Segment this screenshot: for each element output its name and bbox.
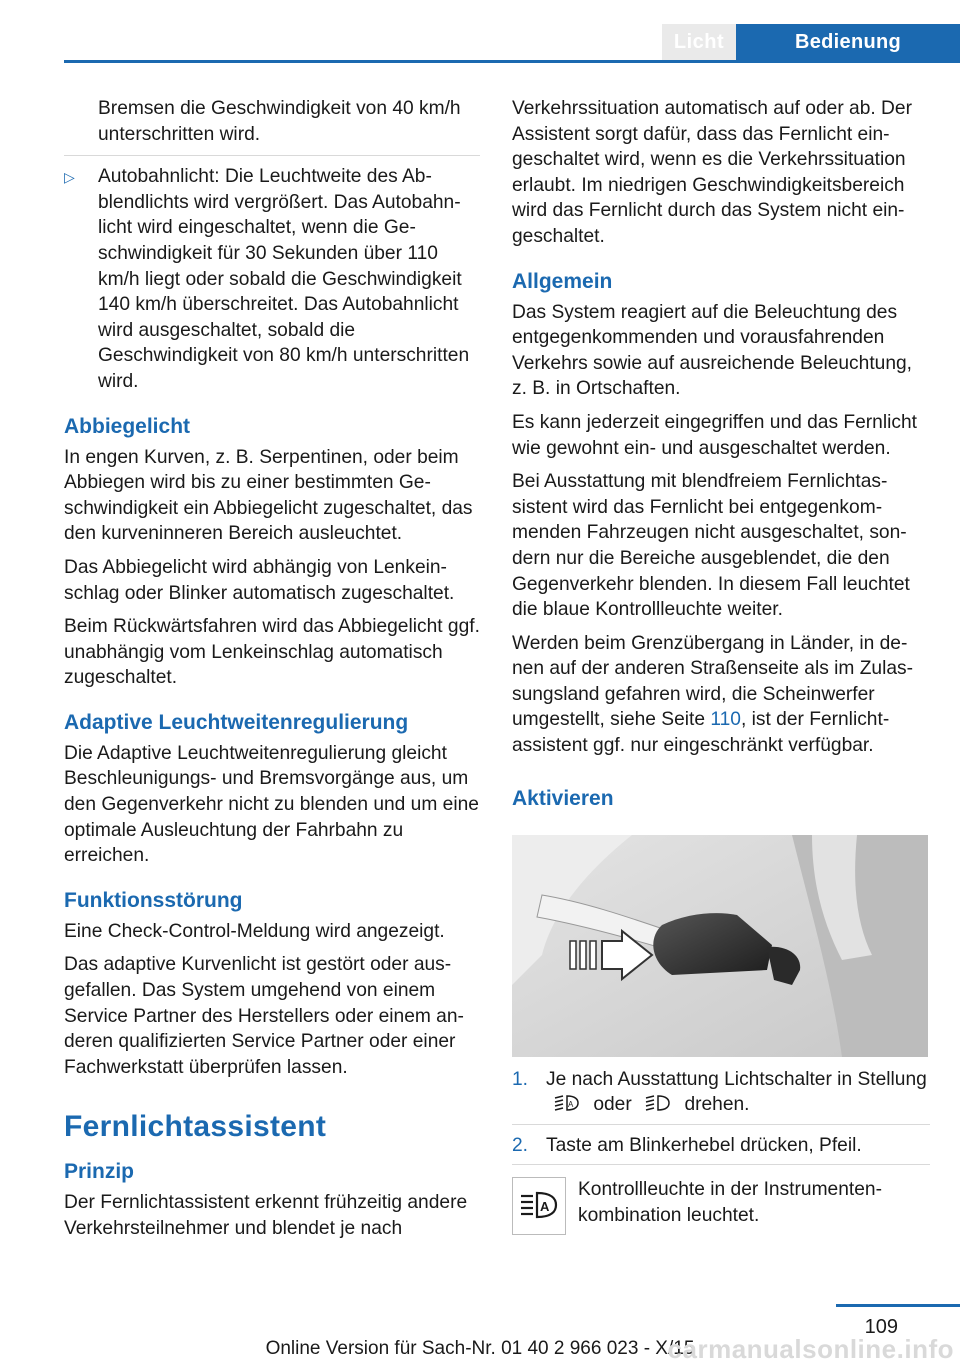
heading-principle: Prinzip (64, 1160, 135, 1184)
turn-signal-lever-illustration (512, 835, 928, 1057)
step-1-text-end: drehen. (684, 1094, 750, 1116)
adaptive-paragraph: Die Adaptive Leuchtweitenregulierung gleicht Beschleunigungs- und Bremsvorgänge aus, um den Gegenverkehr nicht zu blenden und um eine optimale Ausleuchtung der Fahrbahn zu erreichen. (64, 742, 479, 867)
lever-drawing (512, 835, 928, 1057)
general-paragraph-4-start: Werden beim Grenzübergang in Länder, in denen auf der anderen Straßenseite als im Zulassungsland gefahren wird, die Scheinwerfer umgestellt, siehe Seite (512, 632, 914, 731)
malfunction-paragraph-2: Das adaptive Kurvenlicht ist gestört oder ausgefallen. Das System umgehend von einem Service Partner des Herstellers oder einem anderen qualifizierten Service Partner oder einer Fachwerkstatt überprüfen lassen. (64, 954, 464, 1078)
general-paragraph-4 (512, 631, 930, 759)
step-2-text: Taste am Blinkerhebel drücken, Pfeil. (546, 1134, 862, 1156)
tab-light[interactable]: Licht (662, 24, 736, 60)
step-2 (512, 1133, 930, 1166)
indicator-note (512, 1177, 930, 1235)
step-1-or: oder (593, 1094, 632, 1116)
auto-headlight-icon (554, 1092, 580, 1114)
heading-general: Allgemein (512, 269, 613, 293)
step-1-text-start: Je nach Ausstattung Lichtschalter in Stellung (546, 1068, 927, 1090)
header-rule (64, 60, 960, 63)
intro-paragraph: Bremsen die Geschwindigkeit von 40 km/h unterschritten wird. (98, 98, 461, 145)
page-number: 109 (864, 1316, 898, 1338)
turning-paragraph-1: In engen Kurven, z. B. Serpentinen, oder beim Abbiegen wird bis zu einer bestimmten Geschwindigkeit ein Abbiegelicht zugeschaltet, das den kurveninneren Bereich ausleuchtet. (64, 446, 473, 545)
turning-paragraph-2: Das Abbiegelicht wird abhängig von Lenkeinschlag oder Blinker automatisch zugeschaltet. (64, 556, 455, 604)
right-column (512, 96, 930, 1235)
high-beam-assistant-indicator-icon (512, 1177, 566, 1235)
turning-paragraph-3: Beim Rückwärtsfahren wird das Abbiegelicht ggf. unabhängig vom Lenkeinschlag automatisch zugeschaltet. (64, 616, 480, 689)
high-beam-assistant-symbol (519, 1189, 559, 1223)
heading-high-beam-assistant: Fernlichtassistent (64, 1110, 327, 1144)
malfunction-paragraph-1: Eine Check-Control-Meldung wird angezeigt. (64, 920, 445, 942)
low-beam-icon (645, 1092, 671, 1114)
bullet-triangle-icon: ▷ (64, 169, 75, 186)
general-paragraph-3: Bei Ausstattung mit blendfreiem Fernlichtassistent wird das Fernlicht bei entgegenkommenden Fahrzeugen nicht ausgeschaltet, sondern nur die Bereiche ausgeblendet, die den Gegenverkehr blenden. In diesem Fall leuchtet die blaue Kontrollleuchte weiter. (512, 471, 910, 621)
continued-paragraph: Verkehrssituation automatisch auf oder ab. Der Assistent sorgt dafür, dass das Fernlicht eingeschaltet wird, wenn es die Verkehrssituation erlaubt. Im niedrigen Geschwindigkeitsbereich wird das Fernlicht durch das System nicht eingeschaltet. (512, 98, 912, 247)
heading-adaptive-range: Adaptive Leuchtweitenregulierung (64, 710, 409, 734)
step-1-number: 1. (512, 1068, 529, 1090)
indicator-text: Kontrollleuchte in der Instrumentenkombination leuchtet. (578, 1179, 882, 1227)
edition-footer: Online Version für Sach-Nr. 01 40 2 966 023 - X/15 (265, 1338, 695, 1359)
heading-activate: Aktivieren (512, 786, 614, 810)
tab-operation[interactable]: Bedienung (736, 24, 960, 60)
step-2-number: 2. (512, 1134, 529, 1156)
footer-rule (836, 1304, 960, 1307)
page-reference-link[interactable]: 110 (710, 709, 741, 731)
general-paragraph-4-end: , ist der Fernlichtassistent ggf. nur eingeschränkt verfügbar. (512, 709, 890, 757)
heading-malfunction: Funktionsstörung (64, 888, 243, 912)
svg-text:A: A (540, 1199, 550, 1215)
general-paragraph-2: Es kann jederzeit eingegriffen und das Fernlicht wie gewohnt ein- und ausgeschaltet werden. (512, 411, 917, 459)
watermark: carmanualsonline.info (667, 1334, 954, 1364)
left-column (64, 96, 480, 1250)
principle-paragraph: Der Fernlichtassistent erkennt frühzeitig andere Verkehrsteilnehmer und blendet je nach (64, 1192, 468, 1239)
general-paragraph-1: Das System reagiert auf die Beleuchtung des entgegenkommenden und vorausfahrenden Verkehrs sowie auf ausreichende Beleuchtung, z. B. in Ortschaften. (512, 301, 912, 400)
step-1 (512, 1067, 930, 1125)
bullet-highway-text: Autobahnlicht: Die Leuchtweite des Abblendlichts wird vergrößert. Das Autobahnlicht wird eingeschaltet, wenn die Geschwindigkeit für 30 Sekunden über 110 km/h liegt oder sobald die Geschwindigkeit 140 km/h überschreitet. Das Autobahnlicht wird ausgeschaltet, sobald die Geschwindigkeit von 80 km/h unterschritten wird. (98, 166, 470, 392)
activation-steps (512, 1067, 930, 1166)
svg-text:A: A (568, 1100, 574, 1110)
bullet-highway-light (64, 155, 480, 394)
heading-turning-light: Abbiegelicht (64, 414, 191, 438)
